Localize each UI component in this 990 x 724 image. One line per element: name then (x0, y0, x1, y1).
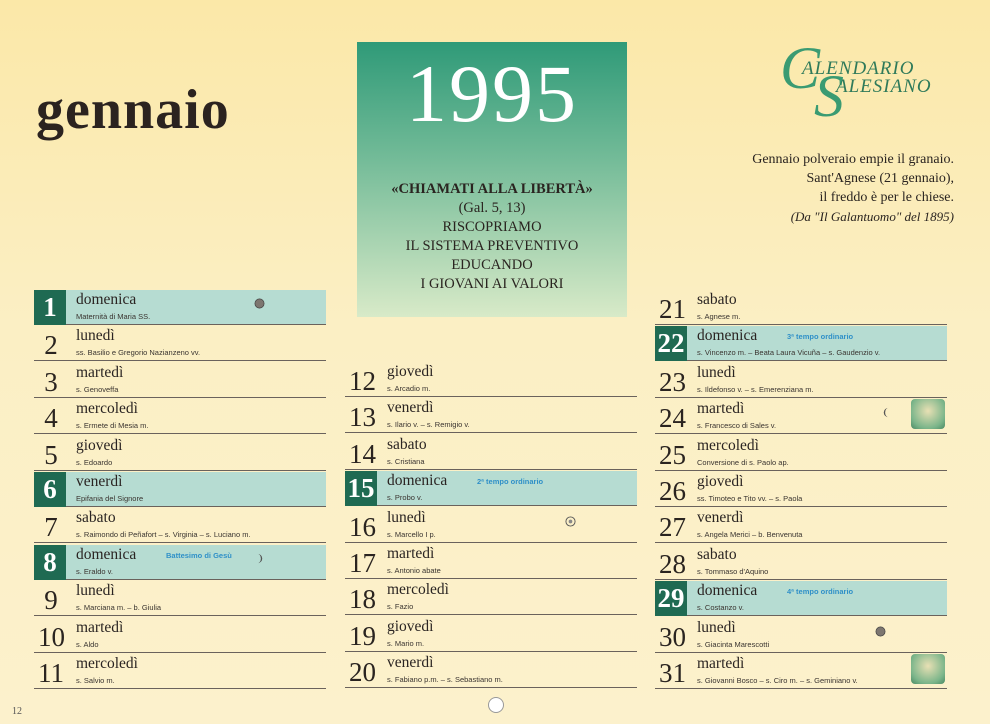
proverb-source: (Da "Il Galantuomo" del 1895) (790, 209, 954, 224)
saint-of-day: Epifania del Signore (76, 494, 144, 503)
year-title: 1995 (406, 48, 578, 139)
day-number: 7 (44, 512, 58, 543)
day-row (345, 653, 637, 688)
liturgical-note: 3ª tempo ordinario (787, 332, 854, 342)
weekday-name: giovedì (697, 473, 744, 490)
saint-of-day: s. Arcadio m. (387, 384, 431, 393)
binding-hole (488, 697, 504, 713)
day-number: 3 (44, 366, 58, 397)
year-banner (357, 42, 627, 317)
weekday-name: lunedì (697, 618, 736, 636)
weekday-name: lunedì (697, 363, 736, 381)
weekday-name: giovedì (387, 617, 434, 635)
saint-of-day: s. Genoveffa (76, 384, 119, 394)
saint-of-day: s. Agnese m. (697, 312, 741, 321)
saint-of-day: s. Salvio m. (76, 676, 115, 685)
saint-of-day: s. Aldo (76, 639, 99, 649)
day-row (345, 617, 637, 652)
day-number: 25 (659, 439, 686, 470)
saint-of-day: ss. Timoteo e Tito vv. – s. Paola (697, 494, 803, 503)
day-row (34, 618, 326, 653)
saint-of-day: s. Francesco di Sales v. (697, 421, 777, 431)
saint-of-day: s. Fazio (387, 602, 414, 612)
saint-of-day: Conversione di s. Paolo ap. (697, 457, 789, 467)
weekday-name: domenica (697, 327, 758, 345)
proverb-line: il freddo è per le chiese. (819, 190, 954, 205)
day-number: 2 (44, 330, 58, 361)
day-row (655, 326, 947, 361)
logo-word-salesiano: ALESIANO (836, 76, 932, 97)
saint-of-day: ss. Basilio e Gregorio Nazianzeno vv. (76, 348, 201, 358)
page-number: 12 (12, 706, 22, 717)
saint-of-day: s. Ildefonso v. – s. Emerenziana m. (697, 384, 814, 394)
day-number: 19 (349, 620, 376, 651)
theme-motto (357, 180, 627, 294)
day-row (655, 654, 947, 689)
day-row (34, 290, 326, 325)
weekday-name: venerdì (387, 399, 434, 417)
day-number: 16 (349, 511, 376, 542)
weekday-name: mercoledì (697, 436, 759, 454)
weekday-name: martedì (697, 655, 745, 672)
moon-phase-full-icon (875, 626, 886, 637)
moon-phase-full-icon (254, 298, 265, 309)
saint-of-day: s. Raimondo di Peñafort – s. Virginia – s. Luciano m. (76, 530, 251, 540)
day-row (34, 436, 326, 471)
day-number: 13 (349, 402, 376, 433)
weekday-name: sabato (387, 435, 427, 453)
saint-of-day: s. Costanzo v. (697, 603, 744, 613)
motto-line: EDUCANDO (451, 257, 533, 273)
day-row (34, 654, 326, 689)
weekday-name: mercoledì (76, 655, 138, 672)
weekday-name: sabato (697, 545, 737, 563)
motto-line: RISCOPRIAMO (442, 219, 542, 235)
day-number: 21 (659, 294, 686, 324)
saint-portrait-icon (911, 654, 945, 684)
moon-phase-new-icon (565, 516, 576, 527)
day-number: 31 (659, 658, 686, 688)
day-row (345, 362, 637, 397)
weekday-name: venerdì (76, 473, 123, 490)
weekday-name: lunedì (76, 582, 115, 600)
weekday-name: giovedì (387, 363, 434, 380)
day-number: 14 (349, 438, 376, 469)
weekday-name: sabato (697, 291, 737, 308)
weekday-name: domenica (76, 545, 137, 563)
saint-of-day: s. Edoardo (76, 457, 113, 467)
weekday-name: mercoledì (387, 581, 449, 599)
weekday-name: martedì (387, 545, 435, 562)
day-number: 27 (659, 512, 686, 543)
saint-of-day: s. Mario m. (387, 638, 425, 648)
weekday-name: domenica (697, 582, 758, 600)
weekday-name: mercoledì (76, 400, 138, 418)
saint-of-day: s. Tommaso d'Aquino (697, 566, 769, 576)
day-number: 17 (349, 548, 376, 578)
day-row (34, 545, 326, 580)
weekday-name: domenica (76, 291, 137, 308)
month-title: gennaio (36, 79, 230, 141)
day-number: 11 (38, 658, 64, 688)
saint-of-day: Maternità di Maria SS. (76, 312, 151, 321)
day-number: 5 (44, 439, 58, 470)
proverb (752, 150, 954, 226)
weekday-name: venerdì (387, 654, 434, 672)
proverb-line: Gennaio polveraio empie il granaio. (752, 152, 954, 167)
logo-letter-s: S (814, 63, 844, 129)
day-row (345, 580, 637, 615)
saint-of-day: s. Giovanni Bosco – s. Ciro m. – s. Geminiano v. (697, 676, 858, 685)
day-row (34, 399, 326, 434)
day-row (345, 471, 637, 506)
day-row (655, 363, 947, 398)
day-number: 1 (34, 290, 66, 325)
day-row (655, 618, 947, 653)
day-number: 6 (34, 472, 66, 507)
motto-reference: (Gal. 5, 13) (458, 200, 526, 216)
weekday-name: lunedì (387, 508, 426, 526)
saint-of-day: s. Ilario v. – s. Remigio v. (387, 420, 470, 430)
day-number: 28 (659, 548, 686, 579)
weekday-name: martedì (76, 363, 124, 381)
saint-of-day: s. Marcello I p. (387, 529, 436, 539)
day-number: 12 (349, 366, 376, 396)
day-number: 8 (34, 545, 66, 580)
saint-of-day: s. Eraldo v. (76, 566, 113, 576)
saint-of-day: s. Fabiano p.m. – s. Sebastiano m. (387, 675, 503, 685)
day-row (345, 398, 637, 433)
day-row (34, 508, 326, 543)
day-number: 23 (659, 366, 686, 397)
liturgical-note: Battesimo di Gesù (166, 550, 232, 560)
saint-of-day: s. Antonio abate (387, 566, 441, 575)
motto-line: I GIOVANI AI VALORI (420, 276, 564, 292)
day-number: 10 (38, 621, 65, 652)
weekday-name: sabato (76, 509, 116, 527)
liturgical-note: 2ª tempo ordinario (477, 477, 544, 487)
day-row (34, 472, 326, 507)
logo-letter-c: C (780, 35, 821, 101)
day-number: 22 (655, 326, 687, 361)
day-row (655, 545, 947, 580)
day-number: 18 (349, 584, 376, 615)
day-row (655, 508, 947, 543)
weekday-name: giovedì (76, 436, 123, 454)
day-number: 20 (349, 657, 376, 688)
moon-phase-waning-icon (881, 407, 892, 418)
day-row (655, 436, 947, 471)
day-number: 9 (44, 585, 58, 616)
weekday-name: venerdì (697, 509, 744, 527)
saint-of-day: s. Probo v. (387, 493, 423, 503)
day-row (34, 363, 326, 398)
saint-of-day: s. Giacinta Marescotti (697, 639, 770, 649)
logo-word-calendario: ALENDARIO (802, 58, 915, 79)
saint-of-day: s. Vincenzo m. – Beata Laura Vicuña – s. Gaudenzio v. (697, 348, 881, 358)
day-row (34, 326, 326, 361)
day-number: 24 (659, 403, 686, 434)
day-row (345, 508, 637, 543)
day-number: 26 (659, 476, 686, 506)
day-number: 29 (655, 581, 687, 616)
saint-of-day: s. Ermete di Mesia m. (76, 421, 149, 431)
day-row (345, 544, 637, 579)
day-number: 30 (659, 621, 686, 652)
day-number: 15 (345, 471, 377, 506)
calendario-salesiano-logo (780, 35, 960, 129)
saint-of-day: s. Cristiana (387, 456, 425, 466)
weekday-name: martedì (76, 618, 124, 636)
proverb-line: Sant'Agnese (21 gennaio), (806, 171, 954, 186)
day-row (655, 399, 947, 434)
motto-line: «CHIAMATI ALLA LIBERTÀ» (391, 181, 593, 197)
day-row (345, 435, 637, 470)
liturgical-note: 4ª tempo ordinario (787, 587, 854, 597)
weekday-name: martedì (697, 400, 745, 418)
day-row (655, 581, 947, 616)
weekday-name: domenica (387, 472, 448, 490)
moon-phase-crescent-icon (254, 553, 265, 564)
saint-of-day: s. Marciana m. – b. Giulia (76, 603, 162, 613)
weekday-name: lunedì (76, 327, 115, 345)
day-number: 4 (44, 403, 58, 434)
day-row (34, 581, 326, 616)
motto-line: IL SISTEMA PREVENTIVO (405, 238, 579, 254)
saint-portrait-icon (911, 399, 945, 429)
day-row (655, 472, 947, 507)
saint-of-day: s. Angela Merici – b. Benvenuta (697, 530, 803, 540)
day-row (655, 290, 947, 325)
